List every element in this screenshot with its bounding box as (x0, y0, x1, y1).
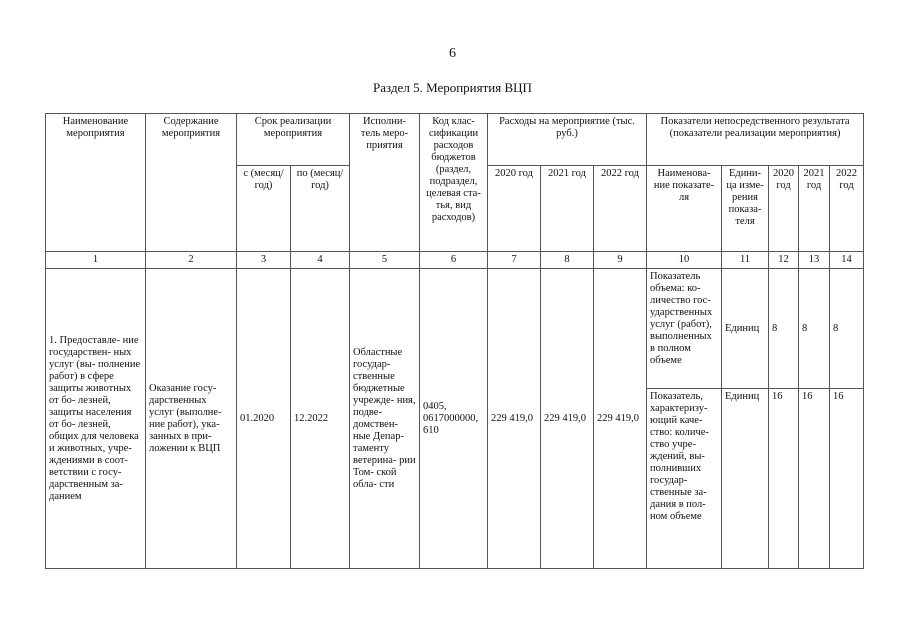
header-name: Наименование мероприятия (46, 114, 146, 252)
indicator-value-2022: 16 (830, 389, 864, 569)
indicator-unit: Единиц (722, 269, 769, 389)
section-title: Раздел 5. Мероприятия ВЦП (373, 80, 532, 95)
column-number: 2 (146, 252, 237, 269)
header-term-from: с (месяц/ год) (237, 166, 291, 252)
header-content: Содержание мероприятия (146, 114, 237, 252)
header-expenses: Расходы на мероприятие (тыс. руб.) (488, 114, 647, 166)
page-number: 6 (449, 46, 456, 61)
table-row (46, 269, 864, 389)
indicator-value-2020: 8 (769, 269, 799, 389)
indicator-name: Показатель, характеризу- ющий каче- ство: количе- ство учре- ждений, вы- полнивших государ- ственные за- дания в пол- ном объеме (647, 389, 722, 569)
column-number: 7 (488, 252, 541, 269)
column-number: 14 (830, 252, 864, 269)
activity-term-from: 01.2020 (237, 269, 291, 569)
indicator-value-2020: 16 (769, 389, 799, 569)
header-executor: Исполни- тель меро- приятия (350, 114, 420, 252)
header-term-to: по (месяц/ год) (291, 166, 350, 252)
indicator-value-2022: 8 (830, 269, 864, 389)
column-number: 12 (769, 252, 799, 269)
column-number: 1 (46, 252, 146, 269)
column-number: 6 (420, 252, 488, 269)
column-number: 10 (647, 252, 722, 269)
header-ind-2022: 2022 год (830, 166, 864, 252)
header-exp-2021: 2021 год (541, 166, 594, 252)
header-code: Код клас- сификации расходов бюджетов (раздел, подраздел, целевая ста- тья, вид расходов) (420, 114, 488, 252)
column-number: 3 (237, 252, 291, 269)
expense-2022: 229 419,0 (594, 269, 647, 569)
header-exp-2022: 2022 год (594, 166, 647, 252)
expense-2021: 229 419,0 (541, 269, 594, 569)
header-ind-2020: 2020 год (769, 166, 799, 252)
indicator-value-2021: 8 (799, 269, 830, 389)
header-indicator-name: Наименова- ние показате- ля (647, 166, 722, 252)
expense-2020: 229 419,0 (488, 269, 541, 569)
activities-table (45, 113, 864, 569)
column-number: 11 (722, 252, 769, 269)
activity-code: 0405, 0617000000, 610 (420, 269, 488, 569)
indicator-value-2021: 16 (799, 389, 830, 569)
column-number: 4 (291, 252, 350, 269)
activity-content: Оказание госу- дарственных услуг (выполне- ние работ), ука- занных в при- ложении к ВЦП (146, 269, 237, 569)
column-number: 13 (799, 252, 830, 269)
activity-name: 1. Предоставле- ние государствен- ных услуг (вы- полнение работ) в сфере защиты животных от бо- лезней, защиты населения от бо- лезней, общих для человека и животных, учре- ждениями в соот- ветствии с госу- дарственным за- данием (46, 269, 146, 569)
column-number: 8 (541, 252, 594, 269)
header-term: Срок реализации мероприятия (237, 114, 350, 166)
activity-term-to: 12.2022 (291, 269, 350, 569)
activity-executor: Областные государ- ственные бюджетные учрежде- ния, подве- домствен- ные Депар- таменту ветерина- рии Том- ской обла- сти (350, 269, 420, 569)
header-ind-2021: 2021 год (799, 166, 830, 252)
header-indicators: Показатели непосредственного результата (показатели реализации мероприятия) (647, 114, 864, 166)
column-number: 5 (350, 252, 420, 269)
indicator-name: Показатель объема: ко- личество гос- ударственных услуг (работ), выполненных в полном объеме (647, 269, 722, 389)
header-unit: Едини- ца изме- рения показа- теля (722, 166, 769, 252)
header-exp-2020: 2020 год (488, 166, 541, 252)
column-number: 9 (594, 252, 647, 269)
indicator-unit: Единиц (722, 389, 769, 569)
